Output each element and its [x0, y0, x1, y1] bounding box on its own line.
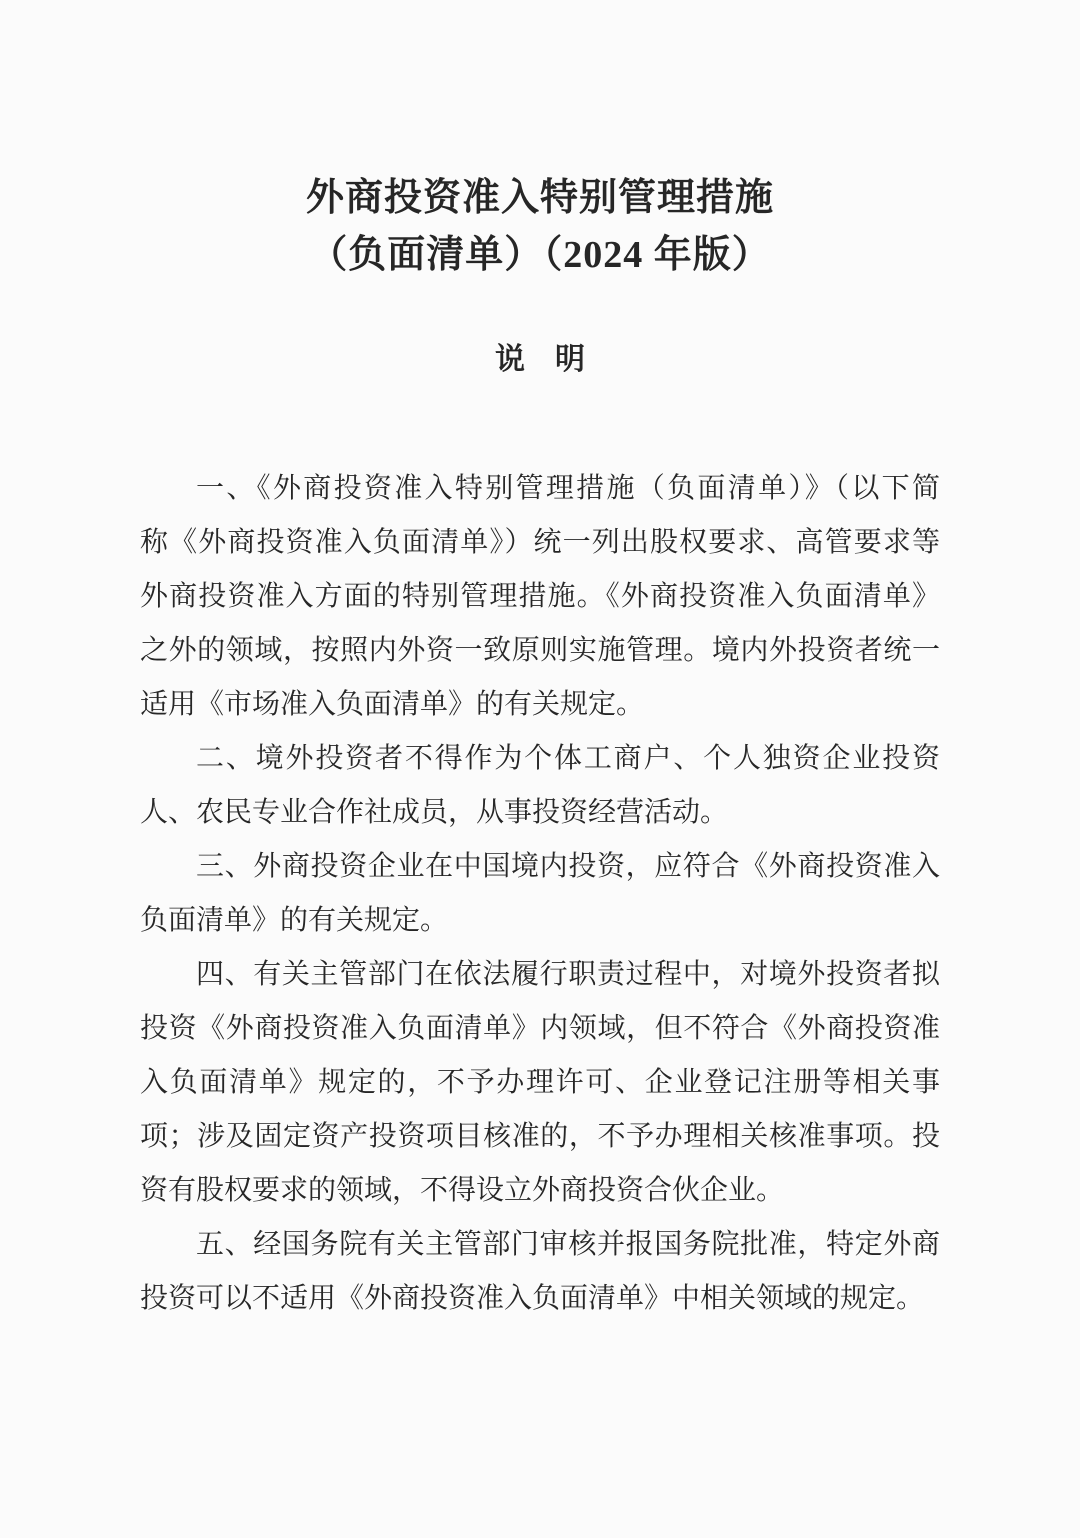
document-body — [140, 462, 940, 1326]
text-line: 外商投资准入方面的特别管理措施。《外商投资准入负面清单》 — [140, 581, 940, 612]
text-line: 四、有关主管部门在依法履行职责过程中，对境外投资者拟 — [196, 959, 940, 990]
text-line: 人、农民专业合作社成员，从事投资经营活动。 — [140, 797, 729, 828]
document-title-line1: 外商投资准入特别管理措施 — [305, 177, 774, 219]
text-line: 五、经国务院有关主管部门审核并报国务院批准，特定外商 — [196, 1229, 940, 1260]
text-line: 项；涉及固定资产投资项目核准的，不予办理相关核准事项。投 — [140, 1121, 940, 1152]
text-line: 二、境外投资者不得作为个体工商户、个人独资企业投资 — [196, 743, 940, 774]
text-line: 一、《外商投资准入特别管理措施（负面清单）》（以下简 — [196, 473, 940, 504]
document-title — [0, 170, 1080, 284]
text-line: 负面清单》的有关规定。 — [140, 905, 449, 936]
text-line: 三、外商投资企业在中国境内投资，应符合《外商投资准入 — [196, 851, 940, 882]
text-line: 称《外商投资准入负面清单》）统一列出股权要求、高管要求等 — [140, 527, 940, 558]
text-line: 投资《外商投资准入负面清单》内领域，但不符合《外商投资准 — [140, 1013, 940, 1044]
text-line: 适用《市场准入负面清单》的有关规定。 — [140, 689, 645, 720]
document-title-line2: （负面清单）（2024 年版） — [309, 234, 771, 276]
text-line: 投资可以不适用《外商投资准入负面清单》中相关领域的规定。 — [140, 1283, 925, 1314]
text-line: 之外的领域，按照内外资一致原则实施管理。境内外投资者统一 — [140, 635, 940, 666]
section-heading: 说 明 — [495, 343, 585, 376]
text-line: 资有股权要求的领域，不得设立外商投资合伙企业。 — [140, 1175, 785, 1206]
text-line: 入负面清单》规定的，不予办理许可、企业登记注册等相关事 — [140, 1067, 940, 1098]
